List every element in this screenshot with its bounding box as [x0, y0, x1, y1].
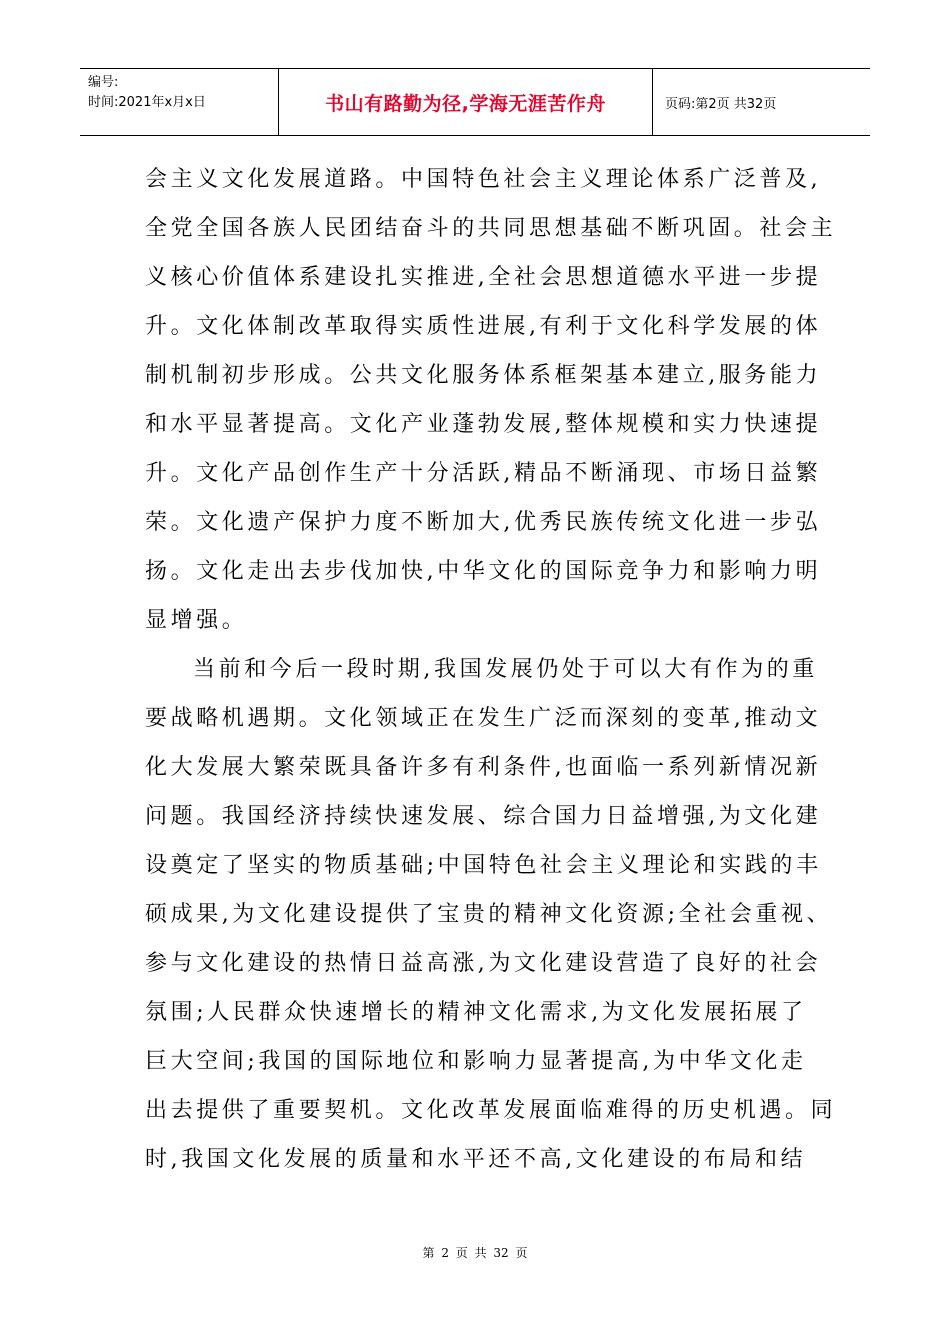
body-line: 化大发展大繁荣既具备许多有利条件,也面临一系列新情况新	[145, 755, 822, 780]
body-line: 升。文化体制改革取得实质性进展,有利于文化科学发展的体	[145, 314, 822, 339]
document-body	[145, 155, 837, 1184]
body-line: 时,我国文化发展的质量和水平还不高,文化建设的布局和结	[145, 1147, 807, 1172]
paragraph-start-line: 当前和今后一段时期,我国发展仍处于可以大有作为的重	[193, 657, 818, 682]
body-line: 氛围;人民群众快速增长的精神文化需求,为文化发展拓展了	[145, 1000, 807, 1025]
body-line: 出去提供了重要契机。文化改革发展面临难得的历史机遇。同	[145, 1098, 837, 1123]
body-line: 问题。我国经济持续快速发展、综合国力日益增强,为文化建	[145, 804, 822, 829]
header-page-info: 页码:第2页 共32页	[665, 96, 777, 112]
body-line: 会主义文化发展道路。中国特色社会主义理论体系广泛普及,	[145, 167, 822, 192]
body-line: 荣。文化遗产保护力度不断加大,优秀民族传统文化进一步弘	[145, 510, 822, 535]
body-line: 升。文化产品创作生产十分活跃,精品不断涌现、市场日益繁	[145, 461, 822, 486]
body-line: 和水平显著提高。文化产业蓬勃发展,整体规模和实力快速提	[145, 412, 822, 437]
header-motto: 书山有路勤为径,学海无涯苦作舟	[279, 69, 653, 135]
body-line: 设奠定了坚实的物质基础;中国特色社会主义理论和实践的丰	[145, 853, 822, 878]
body-line: 义核心价值体系建设扎实推进,全社会思想道德水平进一步提	[145, 265, 822, 290]
page-header	[80, 68, 870, 136]
page-footer: 第 2 页 共 32 页	[422, 1246, 528, 1260]
document-number-label: 编号:	[88, 75, 119, 90]
body-line: 显增强。	[145, 608, 248, 633]
body-line: 巨大空间;我国的国际地位和影响力显著提高,为中华文化走	[145, 1049, 807, 1074]
body-line: 参与文化建设的热情日益高涨,为文化建设营造了良好的社会	[145, 951, 822, 976]
header-meta	[80, 69, 279, 135]
body-line: 全党全国各族人民团结奋斗的共同思想基础不断巩固。社会主	[145, 216, 837, 241]
body-line: 要战略机遇期。文化领域正在发生广泛而深刻的变革,推动文	[145, 706, 822, 731]
body-line: 硕成果,为文化建设提供了宝贵的精神文化资源;全社会重视、	[145, 902, 833, 927]
body-line: 制机制初步形成。公共文化服务体系框架基本建立,服务能力	[145, 363, 822, 388]
document-time-label: 时间:2021年x月x日	[88, 95, 206, 110]
body-line: 扬。文化走出去步伐加快,中华文化的国际竞争力和影响力明	[145, 559, 822, 584]
